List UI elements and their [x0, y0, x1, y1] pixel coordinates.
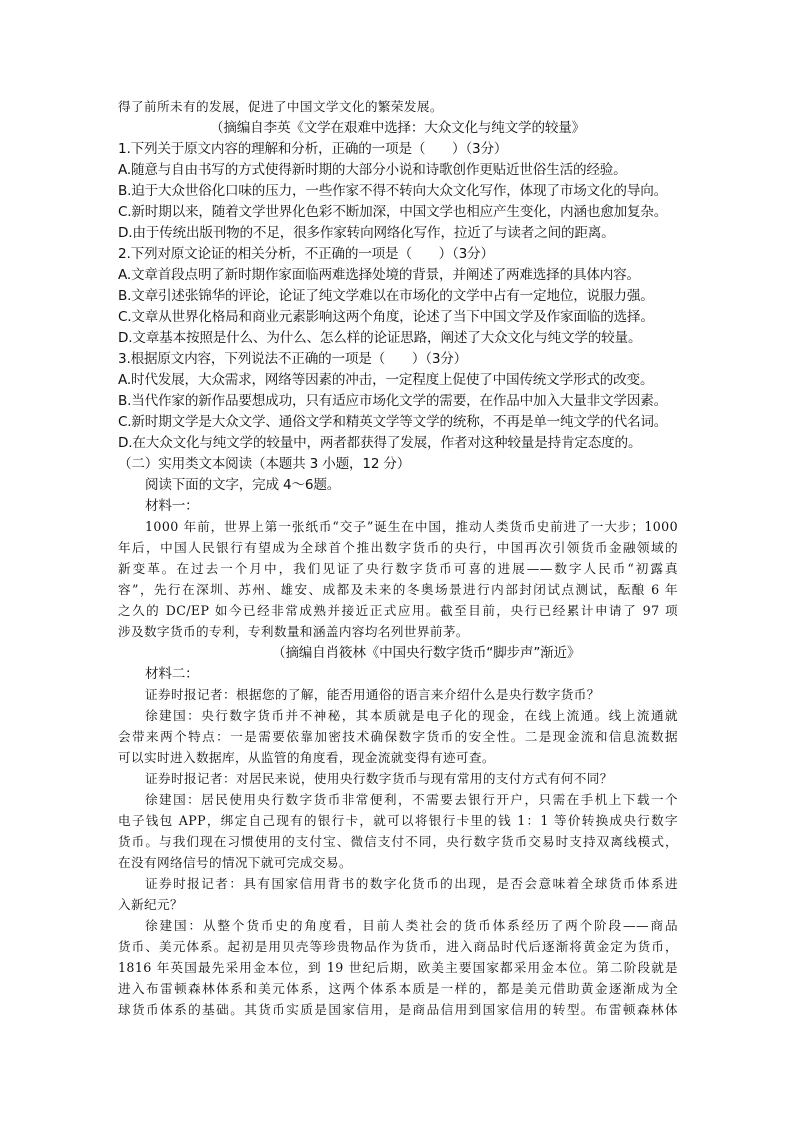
question-stem: 3.根据原文内容，下列说法不正确的一项是（ ）（3分）: [118, 351, 468, 367]
question-option: D.文章基本按照是什么、为什么、怎么样的论证思路，阐述了大众文化与纯文学的较量。: [118, 330, 642, 346]
material-line: 涉及数字货币的专利，专利数量和涵盖内容均名列世界前茅。: [118, 624, 469, 639]
interview-line: 徐建国：从整个货币史的角度看，目前人类社会的货币体系经历了两个阶段——商品: [145, 918, 678, 933]
question-option: D.由于传统出版刊物的不足，很多作家转向网络化写作，拉近了与读者之间的距离。: [118, 225, 615, 241]
material-line: 之久的 DC/EP 如今已经非常成熟并接近正式应用。截至目前，央行已经累计申请了 97 项: [118, 603, 678, 618]
interview-line: 会带来两个特点：一是需要依靠加密技术确保数字货币的安全性。二是现金流和信息流数据: [118, 729, 678, 744]
question-option: B.迫于大众世俗化口味的压力，一些作家不得不转向大众文化写作，体现了市场文化的导向。: [118, 183, 667, 199]
interview-line: 电子钱包 APP，绑定自己现有的银行卡，就可以将银行卡里的钱 1：1 等价转换成央行数字: [118, 813, 678, 828]
interview-line: 徐建国：居民使用央行数字货币非常便利，不需要去银行开户，只需在手机上下载一个: [145, 792, 678, 807]
material-line: 容”，先行在深圳、苏州、雄安、成都及未来的冬奥场景进行内部封闭试点测试，酝酿 6 年: [118, 582, 678, 597]
interview-line: 可以实时进入数据库，从监管的角度看，现金流就变得有迹可查。: [118, 750, 495, 765]
interview-line: 证券时报记者：根据您的了解，能否用通俗的语言来介绍什么是央行数字货币？: [145, 687, 600, 702]
question-option: D.在大众文化与纯文学的较量中，两者都获得了发展，作者对这种较量是持肯定态度的。: [118, 435, 642, 451]
interview-line: 进入布雷顿森林体系和美元体系，这两个体系本质是一样的，都是美元借助黄金逐渐成为全: [118, 981, 678, 996]
source-citation: （摘编自肖筱林《中国央行数字货币“脚步声”渐近》: [272, 645, 581, 661]
interview-line: 1816 年英国最先采用金本位，到 19 世纪后期，欧美主要国家都采用金本位。第二阶段就是: [118, 960, 678, 975]
material-line: 年后，中国人民银行有望成为全球首个推出数字货币的央行，中国再次引领货币金融领域的: [118, 540, 678, 555]
section-heading: （二）实用类文本阅读（本题共 3 小题，12 分）: [118, 456, 411, 472]
interview-line: 球货币体系的基础。其货币实质是国家信用，是商品信用到国家信用的转型。布雷顿森林体: [118, 1002, 678, 1017]
question-option: A.随意与自由书写的方式使得新时期的大部分小说和诗歌创作更贴近世俗生活的经验。: [118, 162, 627, 178]
question-option: C.新时期以来，随着文学世界化色彩不断加深，中国文学也相应产生变化，内涵也愈加复杂。: [118, 204, 668, 220]
material-label: 材料一：: [145, 498, 199, 514]
question-option: B.文章引述张锦华的评论，论证了纯文学难以在市场化的文学中占有一定地位，说服力强。: [118, 288, 654, 304]
material-label: 材料二：: [145, 666, 199, 682]
interview-line: 货币。与我们现在习惯使用的支付宝、微信支付不同，央行数字货币交易时支持双离线模式，: [118, 834, 678, 849]
interview-line: 徐建国：央行数字货币并不神秘，其本质就是电子化的现金，在线上流通。线上流通就: [145, 708, 678, 723]
material-line: 新变革。在过去一个月中，我们见证了央行数字货币可喜的进展——数字人民币“初露真: [118, 561, 678, 576]
question-stem: 1.下列关于原文内容的理解和分析，正确的一项是（ ）（3分）: [118, 141, 508, 157]
interview-line: 入新纪元？: [118, 897, 183, 912]
source-citation: （摘编自李英《文学在艰难中选择：大众文化与纯文学的较量》: [210, 120, 586, 136]
section-intro: 阅读下面的文字，完成 4～6题。: [145, 477, 341, 493]
interview-line: 货币、美元体系。起初是用贝壳等珍贵物品作为货币，进入商品时代后逐渐将黄金定为货币，: [118, 939, 678, 954]
question-option: B.当代作家的新作品要想成功，只有适应市场化文学的需要，在作品中加入大量非文学因素。: [118, 393, 667, 409]
text-line: 得了前所未有的发展，促进了中国文学文化的繁荣发展。: [118, 99, 443, 114]
question-option: A.文章首段点明了新时期作家面临两难选择处境的背景，并阐述了两难选择的具体内容。: [118, 267, 640, 283]
question-option: C.新时期文学是大众文学、通俗文学和精英文学等文学的统称，不再是单一纯文学的代名词。: [118, 414, 668, 430]
question-stem: 2.下列对原文论证的相关分析，不正确的一项是（ ）（3分）: [118, 246, 494, 262]
interview-line: 证券时报记者：对居民来说，使用央行数字货币与现有常用的支付方式有何不同？: [145, 771, 613, 786]
material-line: 1000 年前，世界上第一张纸币“交子”诞生在中国，推动人类货币史前进了一大步；1000: [145, 519, 678, 534]
interview-line: 证券时报记者：具有国家信用背书的数字化货币的出现，是否会意味着全球货币体系进: [145, 876, 678, 891]
interview-line: 在没有网络信号的情况下就可完成交易。: [118, 855, 352, 870]
question-option: A.时代发展，大众需求，网络等因素的冲击，一定程度上促使了中国传统文学形式的改变。: [118, 372, 654, 388]
question-option: C.文章从世界化格局和商业元素影响这两个角度，论述了当下中国文学及作家面临的选择。: [118, 309, 654, 325]
